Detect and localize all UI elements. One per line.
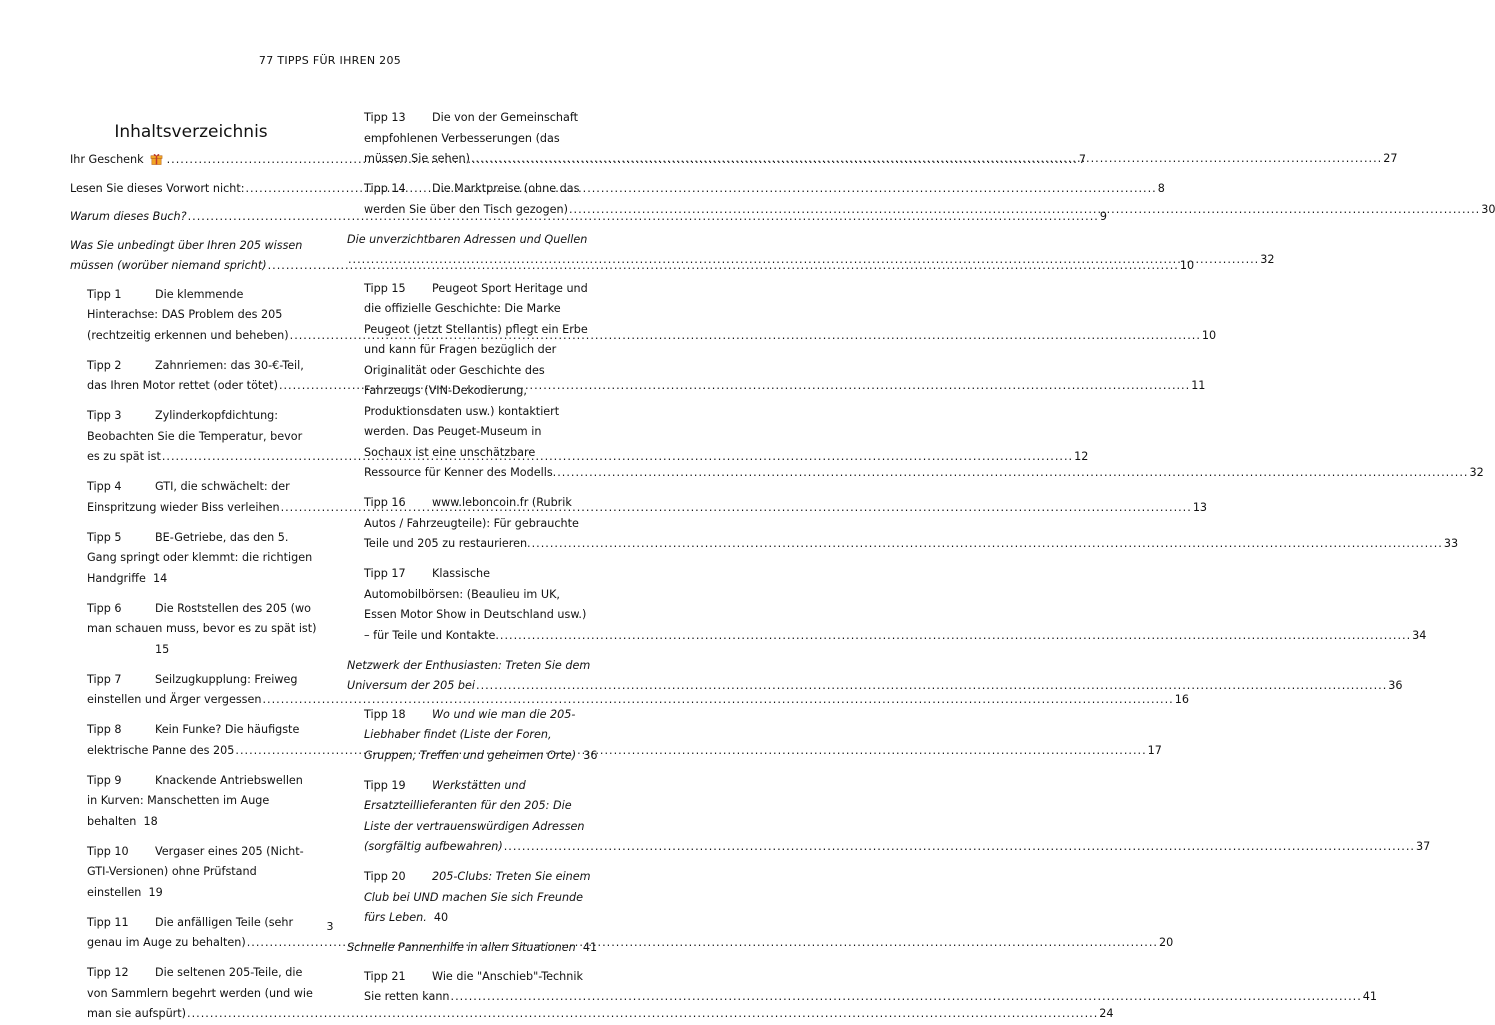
leader-dots <box>471 152 1382 165</box>
page-ref: 13 <box>1192 500 1208 514</box>
leader-dots <box>187 1007 1098 1020</box>
toc-title: Inhaltsverzeichnis <box>114 122 268 142</box>
gift-icon <box>150 152 163 165</box>
tip-number: Tipp 11 <box>87 915 129 929</box>
toc-tip-entry[interactable] <box>364 967 1378 1008</box>
page-ref: 19 <box>148 885 163 899</box>
entry-text: werden Sie über den Tisch gezogen) <box>364 202 568 216</box>
entry-text: Seilzugkupplung: Freiweg <box>155 672 298 686</box>
entry-text: Die seltenen 205-Teile, die <box>155 966 303 979</box>
entry-text: man schauen muss, bevor es zu spät ist) <box>87 622 317 635</box>
entry-text: es zu spät ist <box>87 450 161 463</box>
leader-dots <box>569 203 1480 216</box>
page-ref: 30 <box>1481 202 1495 216</box>
entry-text: Gang springt oder klemmt: die richtigen <box>87 551 313 564</box>
tip-number: Tipp 5 <box>87 530 122 544</box>
entry-text: einstellen und Ärger vergessen <box>87 693 262 706</box>
tip-number: Tipp 16 <box>364 496 406 509</box>
tip-number: Tipp 21 <box>364 969 406 983</box>
entry-text: Sochaux ist eine unschätzbare <box>364 445 536 459</box>
leader-dots <box>557 466 1468 479</box>
tip-number: Tipp 3 <box>87 409 122 422</box>
entry-text: Hinterachse: DAS Problem des 205 <box>87 308 283 321</box>
entry-text: Die Marktpreise (ohne das <box>432 182 580 195</box>
tip-number: Tipp 7 <box>87 672 122 686</box>
toc-tip-entry[interactable] <box>364 776 1431 858</box>
toc-tip-entry[interactable] <box>87 528 312 590</box>
entry-text: Produktionsdaten usw.) kontaktiert <box>364 404 560 418</box>
entry-text: Peugeot (jetzt Stellantis) pflegt ein Erbe <box>364 322 588 336</box>
entry-text: einstellen <box>87 885 142 899</box>
tip-number: Tipp 14 <box>364 182 406 195</box>
entry-text: www.leboncoin.fr (Rubrik <box>432 496 572 509</box>
page-ref: 41 <box>1362 990 1378 1003</box>
leader-dots <box>162 450 1073 463</box>
tip-number: Tipp 10 <box>87 844 129 858</box>
entry-text: Liebhaber findet (Liste der Foren, <box>364 728 552 741</box>
toc-tip-entry[interactable] <box>364 179 1495 220</box>
toc-tip-entry[interactable] <box>364 564 1427 646</box>
page-ref: 32 <box>1469 466 1484 479</box>
page-ref: 11 <box>1191 379 1206 392</box>
page-ref: 36 <box>1388 679 1403 692</box>
entry-text: Ersatzteillieferanten für den 205: Die <box>364 799 572 812</box>
entry-text: behalten <box>87 814 137 828</box>
entry-text: Einspritzung wieder Biss verleihen <box>87 500 280 514</box>
page-ref: 32 <box>1260 253 1275 266</box>
entry-text: GTI-Versionen) ohne Prüfstand <box>87 865 257 878</box>
entry-text: – für Teile und Kontakte. <box>364 628 499 642</box>
toc-tip-entry[interactable] <box>87 842 312 904</box>
entry-text: GTI, die schwächelt: der <box>155 480 290 493</box>
entry-text: Wo und wie man die 205- <box>432 707 576 721</box>
entry-text: Die unverzichtbaren Adressen und Quellen <box>347 232 588 246</box>
page-ref: 12 <box>1074 450 1089 463</box>
entry-text: elektrische Panne des 205 <box>87 743 235 757</box>
leader-dots <box>504 840 1415 853</box>
leader-dots <box>476 679 1387 692</box>
entry-text: Beobachten Sie die Temperatur, bevor <box>87 429 303 443</box>
entry-text: Kein Funke? Die häufigste <box>155 723 300 736</box>
entry-text: Netzwerk der Enthusiasten: Treten Sie dem <box>347 658 591 672</box>
entry-text: Was Sie unbedingt über Ihren 205 wissen <box>70 238 303 252</box>
page-number: 3 <box>326 920 334 933</box>
leader-dots <box>532 537 1443 550</box>
page-header: 77 TIPPS FÜR IHREN 205 <box>258 54 402 67</box>
entry-text: die offizielle Geschichte: Die Marke <box>364 302 561 315</box>
tip-number: Tipp 18 <box>364 707 406 721</box>
page-ref: 15 <box>155 642 170 656</box>
page-ref: 34 <box>1412 628 1427 642</box>
entry-text: Knackende Antriebswellen <box>155 773 303 787</box>
page-ref: 10 <box>1179 259 1195 272</box>
leader-dots <box>451 990 1362 1003</box>
entry-text: BE-Getriebe, das den 5. <box>155 530 289 544</box>
entry-text: Liste der vertrauenswürdigen Adressen <box>364 819 585 833</box>
toc-tip-entry[interactable] <box>364 705 598 767</box>
tip-number: Tipp 12 <box>87 966 129 979</box>
entry-text: müssen Sie sehen) <box>364 152 470 165</box>
page-ref: 37 <box>1415 840 1431 853</box>
tip-number: Tipp 1 <box>87 287 122 301</box>
tip-number: Tipp 20 <box>364 870 406 883</box>
tip-number: Tipp 4 <box>87 480 122 493</box>
entry-text: Werkstätten und <box>432 778 526 792</box>
entry-text: in Kurven: Manschetten im Auge <box>87 794 270 807</box>
entry-text: fürs Leben. <box>364 911 427 924</box>
tip-number: Tipp 9 <box>87 773 122 787</box>
entry-text: Schnelle Pannenhilfe in allen Situationen <box>347 941 576 954</box>
page-ref: 18 <box>143 814 158 828</box>
entry-text: von Sammlern begehrt werden (und wie <box>87 986 313 1000</box>
page-ref: 9 <box>1099 210 1107 223</box>
entry-text: Zahnriemen: das 30-€-Teil, <box>155 358 304 372</box>
entry-text: Originalität oder Geschichte des <box>364 363 545 377</box>
tip-number: Tipp 6 <box>87 601 122 615</box>
tip-number: Tipp 17 <box>364 567 406 580</box>
tip-number: Tipp 2 <box>87 358 122 372</box>
page-ref: 33 <box>1443 537 1459 550</box>
page-ref: 17 <box>1147 743 1162 757</box>
entry-text: Zylinderkopfdichtung: <box>155 409 279 422</box>
entry-text: Die anfälligen Teile (sehr <box>155 915 294 929</box>
entry-text: Automobilbörsen: (Beaulieu im UK, <box>364 587 560 601</box>
entry-text: Essen Motor Show in Deutschland usw.) <box>364 608 587 621</box>
entry-text: Vergaser eines 205 (Nicht- <box>155 844 304 858</box>
entry-text: Peugeot Sport Heritage und <box>432 281 588 295</box>
entry-text: Sie retten kann <box>364 990 450 1003</box>
page-ref: 10 <box>1201 328 1217 342</box>
entry-text: man sie aufspürt) <box>87 1007 187 1020</box>
entry-text: das Ihren Motor rettet (oder tötet) <box>87 379 278 392</box>
page-ref: 7 <box>1078 153 1086 166</box>
entry-text: Fahrzeugs (VIN-Dekodierung, <box>364 384 527 397</box>
entry-text: Die von der Gemeinschaft <box>432 111 578 124</box>
tip-number: Tipp 19 <box>364 778 406 792</box>
entry-text: Teile und 205 zu restaurieren. <box>364 537 531 550</box>
entry-text: werden. Das Peuget-Museum in <box>364 425 542 438</box>
entry-text: Autos / Fahrzeugteile): Für gebrauchte <box>364 516 579 530</box>
page-ref: 24 <box>1099 1007 1114 1020</box>
entry-text: Handgriffe <box>87 571 146 585</box>
leader-dots <box>500 629 1411 642</box>
entry-text: Klassische <box>432 567 491 580</box>
entry-text: 205-Clubs: Treten Sie einem <box>432 870 591 883</box>
leader-dots <box>348 253 1259 266</box>
entry-text: (sorgfältig aufbewahren) <box>364 840 503 853</box>
toc-tip-entry[interactable] <box>87 599 317 661</box>
page-ref: 8 <box>1157 181 1165 195</box>
entry-text: Lesen Sie dieses Vorwort nicht: <box>70 181 245 195</box>
toc-tip-entry[interactable] <box>364 108 1398 170</box>
entry-text: Die Roststellen des 205 (wo <box>155 601 311 615</box>
entry-text: Die klemmende <box>155 287 244 301</box>
toc-section-entry[interactable] <box>347 938 598 959</box>
tip-number: Tipp 13 <box>364 111 406 124</box>
page-ref: 36 <box>583 748 598 762</box>
entry-text: Wie die "Anschieb"-Technik <box>432 969 583 983</box>
page-ref: 40 <box>433 911 449 924</box>
page-ref: 14 <box>153 571 168 585</box>
entry-text: Ressource für Kenner des Modells. <box>364 466 557 479</box>
page-ref: 41 <box>582 941 598 954</box>
page-ref: 16 <box>1174 693 1189 706</box>
entry-text: und kann für Fragen bezüglich der <box>364 343 557 356</box>
entry-text: Universum der 205 bei <box>347 679 476 692</box>
page-ref: 20 <box>1158 936 1174 949</box>
toc-tip-entry[interactable] <box>87 771 312 833</box>
entry-text: empfohlenen Verbesserungen (das <box>364 131 560 145</box>
tip-number: Tipp 8 <box>87 723 122 736</box>
entry-text: müssen (worüber niemand spricht) <box>70 259 267 272</box>
toc-section-entry[interactable] <box>347 656 1403 697</box>
entry-text: genau im Auge zu behalten) <box>87 936 246 949</box>
page-ref: 27 <box>1383 152 1398 165</box>
entry-text: Warum dieses Buch? <box>70 210 187 223</box>
entry-text: Ihr Geschenk <box>70 153 144 166</box>
tip-number: Tipp 15 <box>364 281 406 295</box>
entry-text: (rechtzeitig erkennen und beheben) <box>87 328 289 342</box>
entry-text: Club bei UND machen Sie sich Freunde <box>364 890 584 904</box>
entry-text: Gruppen, Treffen und geheimen Orte) <box>364 748 577 762</box>
